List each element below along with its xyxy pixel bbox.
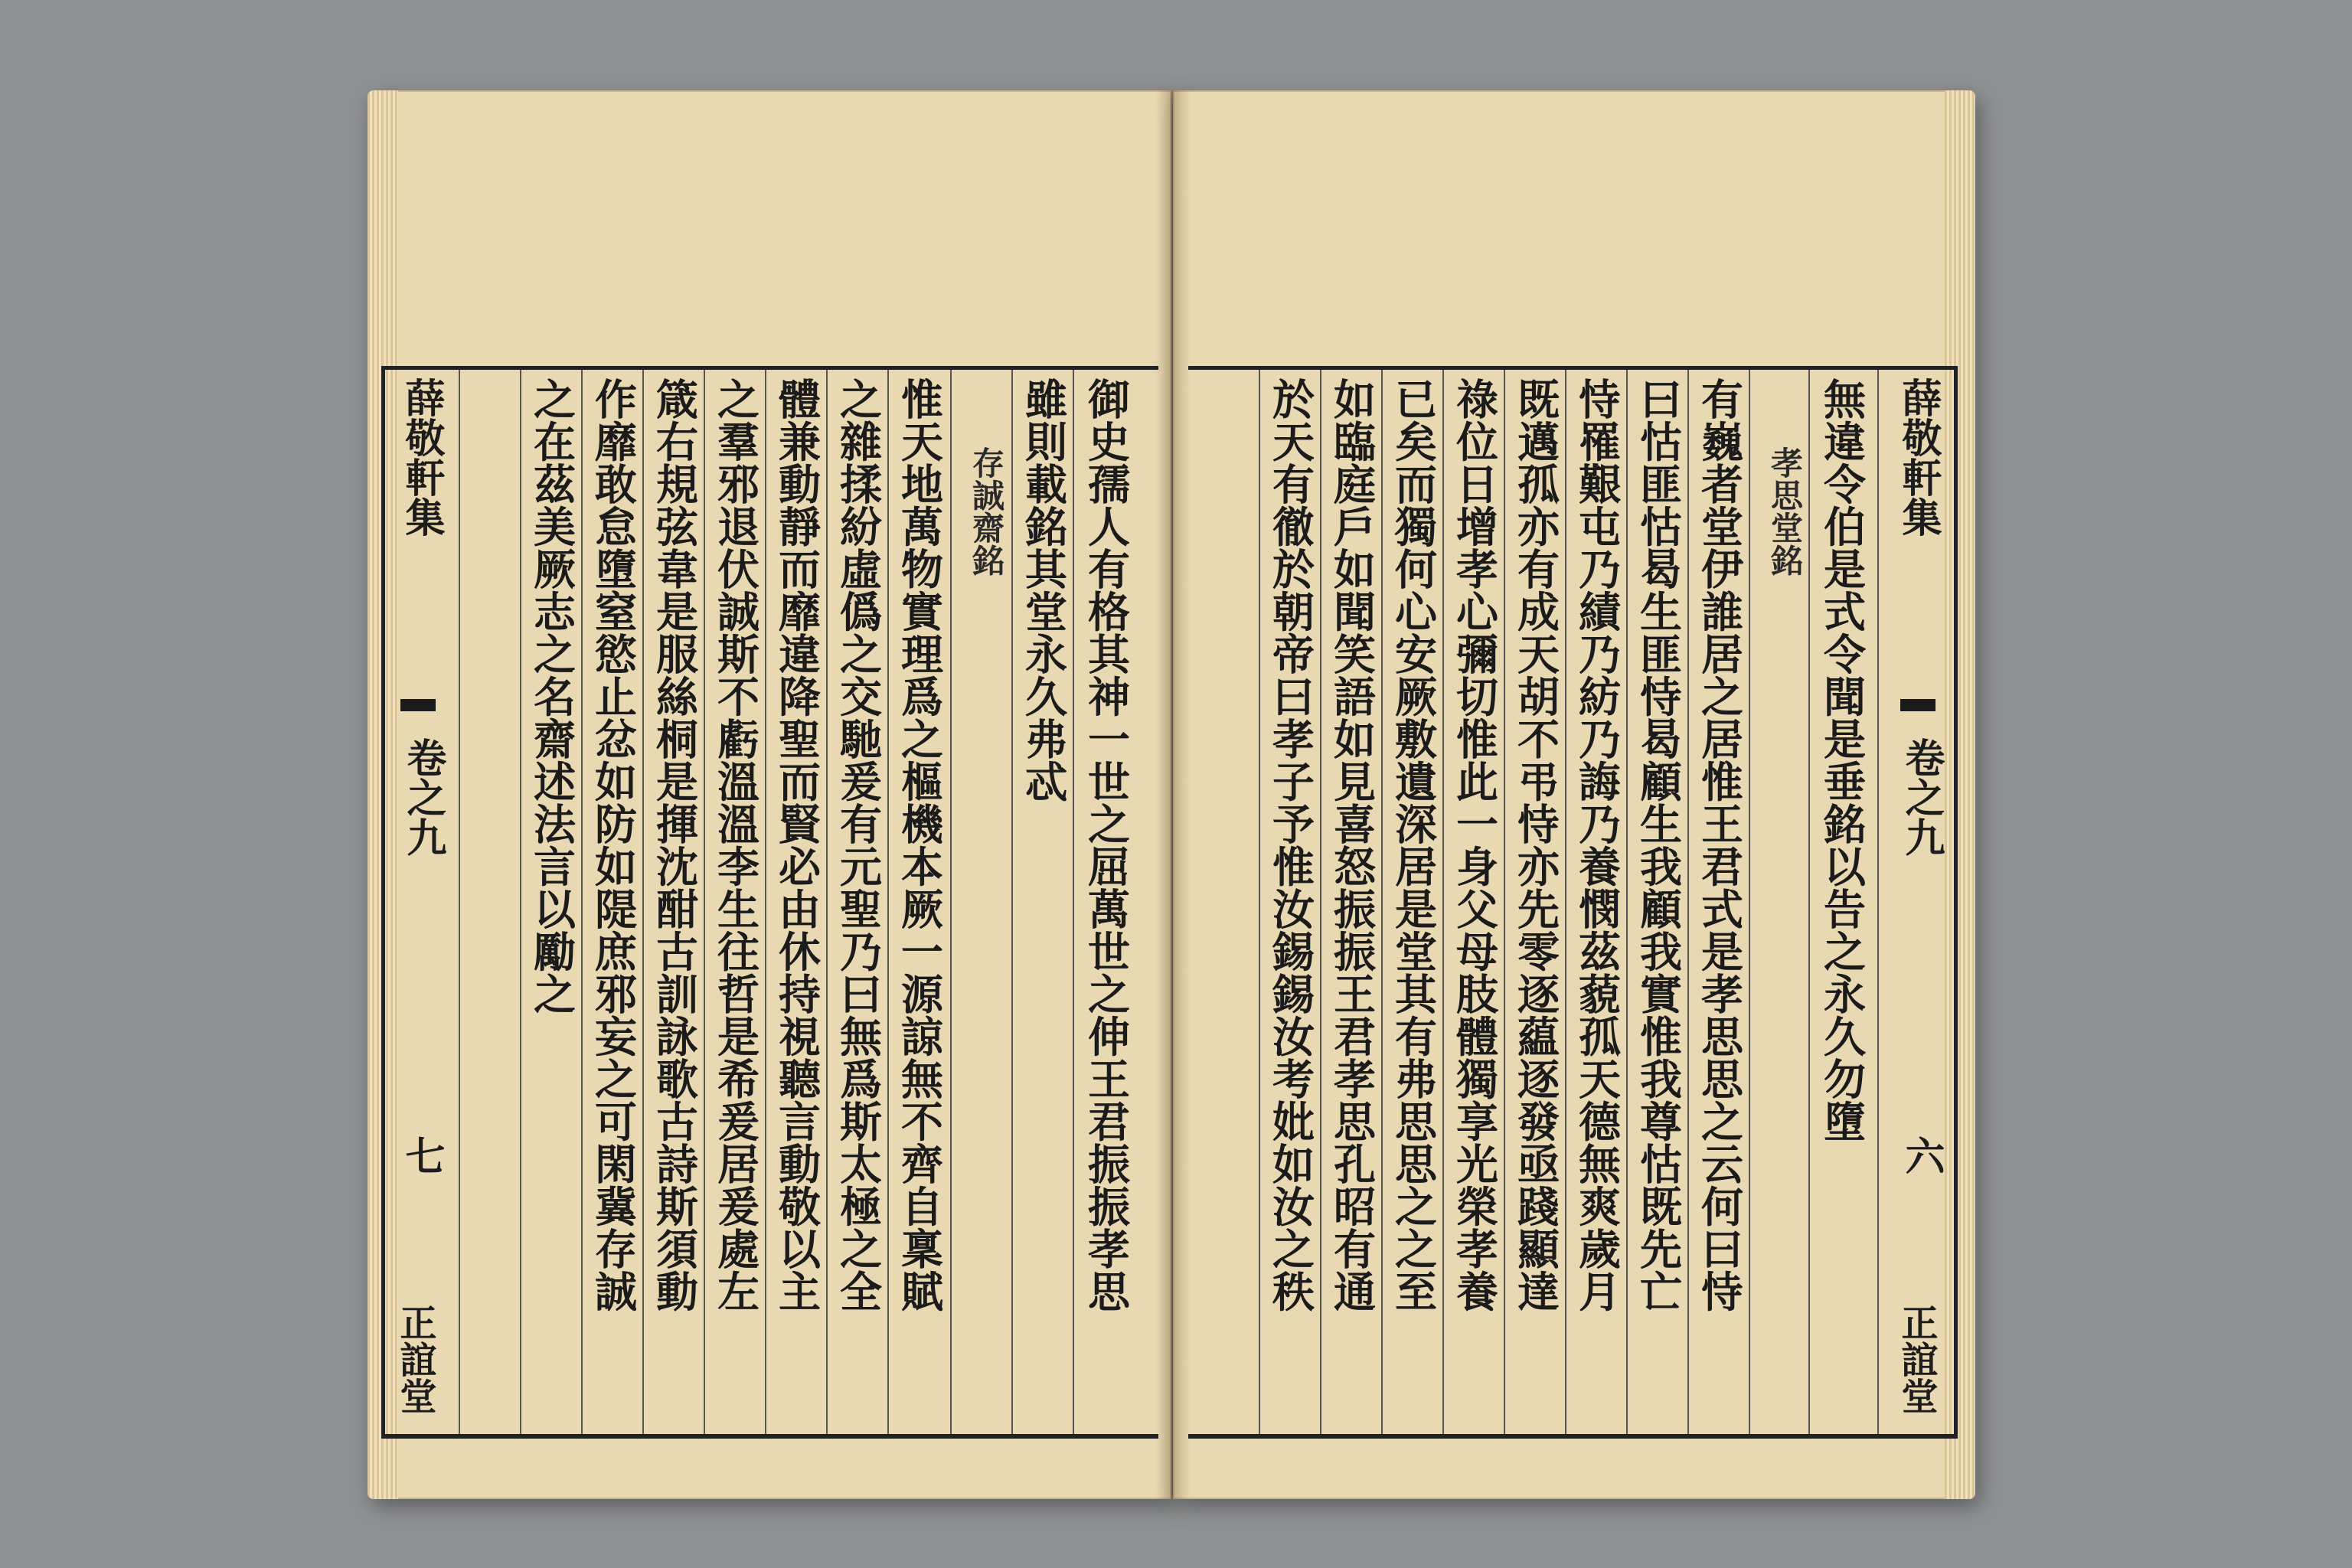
text-column: 箴右規弦韋是服絲桐是揮沈酣古訓詠歌古詩斯須動 [649, 377, 699, 1312]
column-rule [1808, 370, 1810, 1434]
column-rule [1073, 370, 1074, 1434]
column-rule [765, 370, 766, 1434]
column-rule [1320, 370, 1321, 1434]
banxin-publisher: 正誼堂 [394, 1304, 436, 1414]
column-rule [950, 370, 952, 1434]
text-column: 之羣邪退伏誠斯不虧溫溫李生往哲是希爰居爰處左 [710, 377, 760, 1312]
column-rule [1749, 370, 1750, 1434]
text-column: 之雜揉紛虛僞之交馳爰有元聖乃曰無爲斯太極之全 [833, 377, 883, 1312]
text-column: 如臨庭戶如聞笑語如見喜怒振振王君孝思孔昭有通 [1327, 377, 1377, 1312]
column-rule [1504, 370, 1505, 1434]
text-frame [381, 366, 1158, 1439]
banxin-title: 薛敬軒集 [1895, 377, 1942, 537]
banxin-page-number: 七 [398, 1135, 445, 1175]
column-rule [1626, 370, 1628, 1434]
column-rule [826, 370, 828, 1434]
text-column: 惟天地萬物實理爲之樞機本厥一源諒無不齊自稟賦 [894, 377, 944, 1312]
open-book [368, 90, 1975, 1499]
column-rule [1877, 370, 1879, 1434]
fish-tail-mark [400, 699, 436, 711]
fish-tail-mark [1900, 699, 1936, 711]
banxin-volume: 卷之九 [1898, 737, 1945, 857]
column-rule [581, 370, 583, 1434]
column-rule [704, 370, 705, 1434]
banxin-page-number: 六 [1898, 1135, 1945, 1175]
column-rule [1381, 370, 1383, 1434]
text-column: 無違令伯是式令聞是垂銘以告之永久勿墮 [1817, 377, 1867, 1142]
book-gutter [1156, 90, 1190, 1499]
right-page [1173, 90, 1975, 1499]
banxin-volume: 卷之九 [400, 737, 446, 857]
column-rule [1011, 370, 1013, 1434]
column-rule [520, 370, 521, 1434]
column-rule [459, 370, 460, 1434]
text-column: 既邁孤亦有成天胡不弔恃亦先零逐藴逐發亟踐顯達 [1511, 377, 1560, 1312]
column-rule [1442, 370, 1444, 1434]
column-rule [1565, 370, 1566, 1434]
section-heading: 存誠齋銘 [968, 446, 1005, 577]
text-column: 曰怙匪怙曷生匪恃曷顧生我顧我實惟我尊怙既先亡 [1633, 377, 1683, 1312]
section-heading: 孝思堂銘 [1766, 446, 1804, 577]
column-rule [642, 370, 644, 1434]
column-rule [1687, 370, 1689, 1434]
text-column: 作靡敢怠墮窒慾止忿如防如隄庶邪妄之可閑冀存誠 [588, 377, 638, 1312]
text-column: 已矣而獨何心安厥敷遺深居是堂其有弗思思之之至 [1388, 377, 1438, 1312]
banxin-title: 薛敬軒集 [398, 377, 445, 537]
text-column: 於天有徹於朝帝曰孝子予惟汝錫錫汝考妣如汝之秩 [1266, 377, 1315, 1312]
text-column: 恃罹艱屯乃績乃紡乃誨乃養憫茲藐孤天德無爽歲月 [1572, 377, 1622, 1312]
left-page [368, 90, 1171, 1499]
text-column: 體兼動靜而靡違降聖而賢必由休持視聽言動敬以主 [772, 377, 822, 1312]
text-column: 有巍者堂伊誰居之居惟王君式是孝思思之云何曰恃 [1694, 377, 1744, 1312]
text-column: 祿位日增孝心彌切惟此一身父母肢體獨享光榮孝養 [1449, 377, 1499, 1312]
text-column: 雖則載銘其堂永久弗忒 [1018, 377, 1068, 802]
text-column: 之在茲美厥志之名齋述法言以勵之 [527, 377, 577, 1015]
text-column: 御史孺人有格其神一世之屈萬世之伸王君振振孝思 [1081, 377, 1131, 1312]
column-rule [887, 370, 889, 1434]
text-frame [1188, 366, 1958, 1439]
banxin-publisher: 正誼堂 [1895, 1304, 1938, 1414]
column-rule [1259, 370, 1260, 1434]
